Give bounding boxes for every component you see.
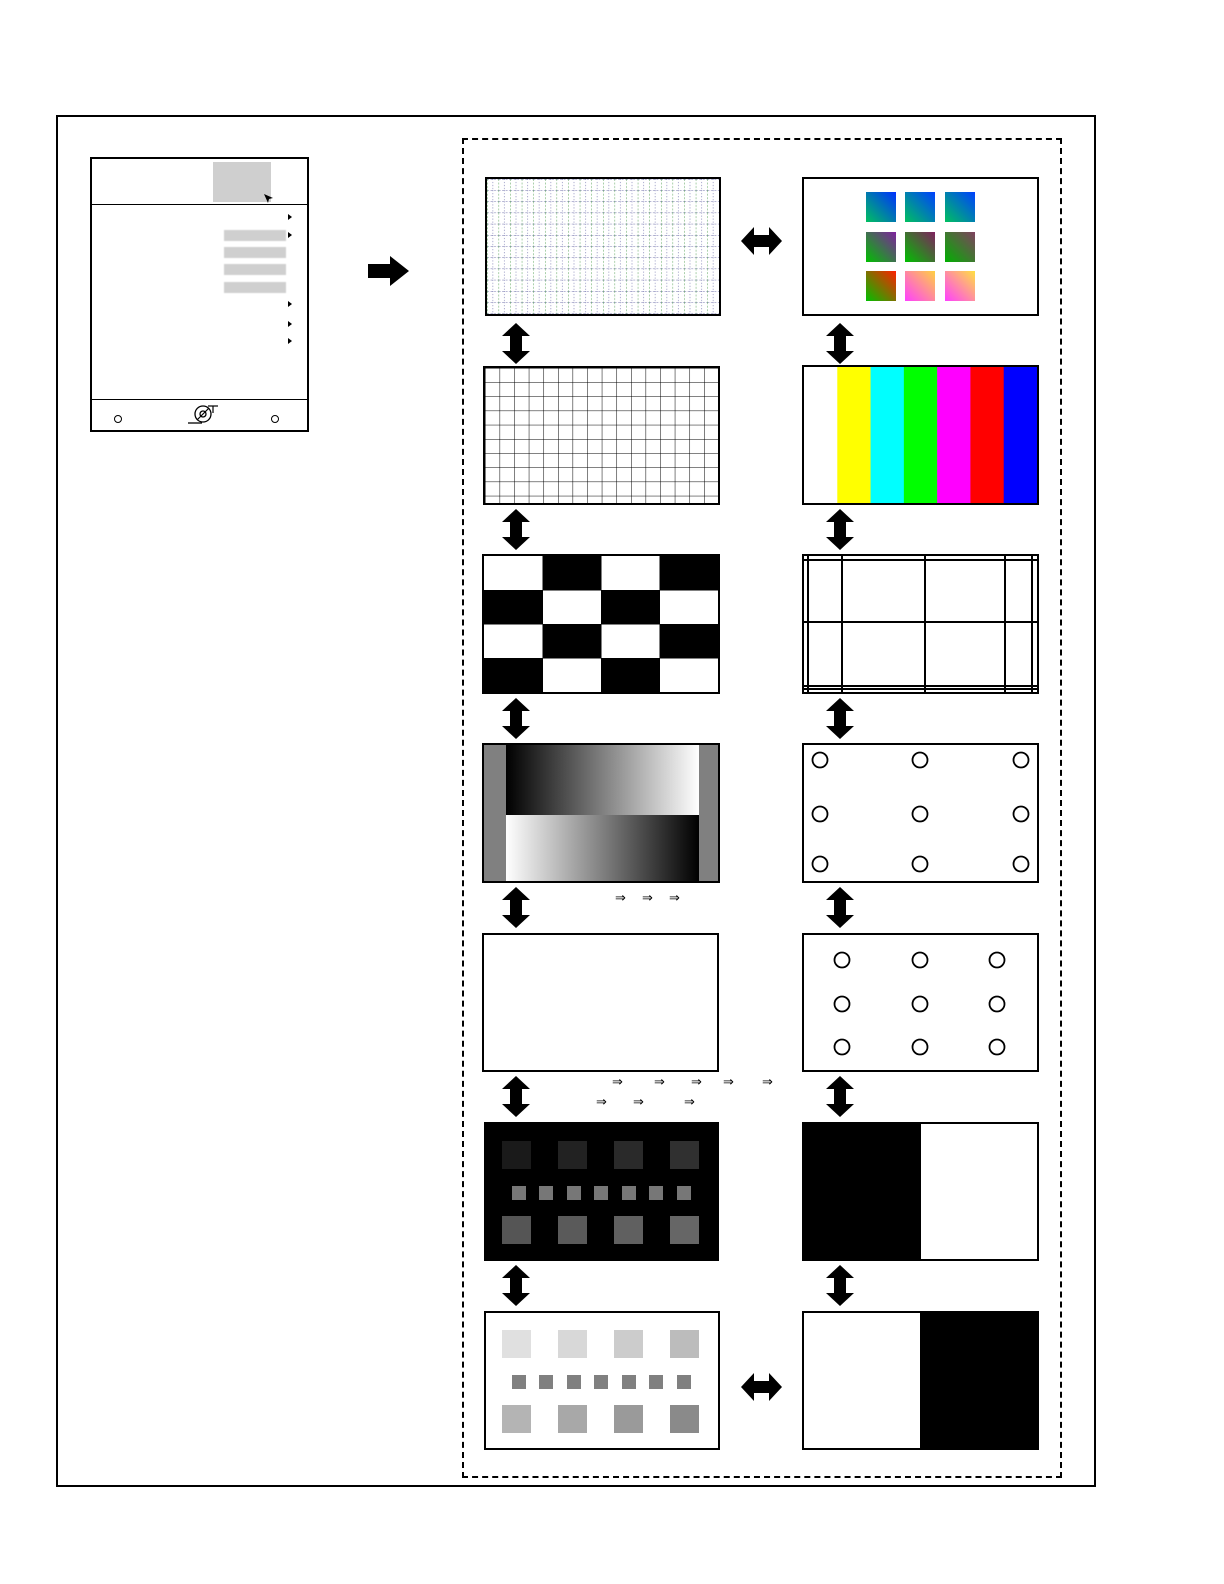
color-swatch <box>866 271 896 301</box>
small-arrow-icon: ⇒ <box>669 891 680 906</box>
vertical-double-arrow-icon <box>500 1076 532 1118</box>
submenu-arrow-icon <box>288 301 292 307</box>
color-swatch <box>866 192 896 222</box>
dark-gray-steps-pattern <box>484 1122 719 1261</box>
circle-marker <box>913 753 928 768</box>
fine-grid-pattern <box>485 177 721 316</box>
nine-circles-narrow-pattern <box>802 933 1039 1072</box>
circle-marker <box>835 953 850 968</box>
color-bars-pattern <box>802 365 1039 505</box>
circle-marker <box>990 997 1005 1012</box>
small-arrow-icon: ⇒ <box>762 1075 773 1090</box>
small-arrow-icon: ⇒ <box>612 1075 623 1090</box>
vertical-double-arrow-icon <box>500 323 532 365</box>
right-dot-icon[interactable] <box>271 415 279 423</box>
vertical-double-arrow-icon <box>500 509 532 551</box>
vertical-double-arrow-icon <box>500 698 532 740</box>
circle-marker <box>1014 857 1029 872</box>
circle-marker <box>913 997 928 1012</box>
small-arrow-icon: ⇒ <box>684 1095 695 1110</box>
menu-item-bar[interactable] <box>224 247 286 258</box>
vertical-double-arrow-icon <box>824 323 856 365</box>
color-swatch <box>905 192 935 222</box>
vertical-double-arrow-icon <box>824 1265 856 1307</box>
submenu-arrow-icon <box>288 338 292 344</box>
light-gray-steps-pattern <box>484 1311 720 1450</box>
circle-marker <box>990 953 1005 968</box>
color-swatch <box>866 232 896 262</box>
geometry-lines-pattern <box>802 554 1039 694</box>
color-gradient-squares-pattern <box>802 177 1039 316</box>
white-black-halves-pattern <box>802 1311 1039 1450</box>
nine-circles-wide-pattern <box>802 743 1039 883</box>
menu-divider-bottom <box>92 399 307 400</box>
small-arrow-icon: ⇒ <box>642 891 653 906</box>
vertical-double-arrow-icon <box>500 1265 532 1307</box>
circle-marker <box>835 1040 850 1055</box>
black-white-halves-pattern <box>802 1122 1039 1261</box>
vertical-double-arrow-icon <box>824 698 856 740</box>
disc-icon <box>188 404 220 426</box>
circle-marker <box>813 857 828 872</box>
circle-marker <box>835 997 850 1012</box>
horizontal-double-arrow-icon <box>741 225 783 257</box>
small-arrow-icon: ⇒ <box>723 1075 734 1090</box>
submenu-arrow-icon <box>288 321 292 327</box>
circle-marker <box>913 953 928 968</box>
small-arrow-icon: ⇒ <box>654 1075 665 1090</box>
color-swatch <box>945 232 975 262</box>
circle-marker <box>1014 753 1029 768</box>
gradient-ramp-pattern <box>482 743 720 883</box>
circle-marker <box>913 1040 928 1055</box>
submenu-arrow-icon <box>288 214 292 220</box>
circle-marker <box>1014 807 1029 822</box>
color-swatch <box>905 232 935 262</box>
small-arrow-icon: ⇒ <box>633 1095 644 1110</box>
color-swatch <box>945 271 975 301</box>
circle-marker <box>813 753 828 768</box>
right-arrow-icon <box>368 255 412 287</box>
checkerboard-pattern <box>482 554 720 694</box>
vertical-double-arrow-icon <box>824 1076 856 1118</box>
menu-item-bar[interactable] <box>224 282 286 293</box>
menu-divider-top <box>92 204 307 205</box>
vertical-double-arrow-icon <box>500 887 532 929</box>
menu-item-bar[interactable] <box>224 230 286 241</box>
circle-marker <box>913 857 928 872</box>
small-arrow-icon: ⇒ <box>615 891 626 906</box>
menu-item-bar[interactable] <box>224 264 286 275</box>
vertical-double-arrow-icon <box>824 509 856 551</box>
left-dot-icon[interactable] <box>114 415 122 423</box>
circle-marker <box>813 807 828 822</box>
small-arrow-icon: ⇒ <box>596 1095 607 1110</box>
white-raster-pattern <box>482 933 719 1072</box>
horizontal-double-arrow-icon <box>741 1371 783 1403</box>
vertical-double-arrow-icon <box>824 887 856 929</box>
circle-marker <box>913 807 928 822</box>
grid-pattern <box>483 366 720 505</box>
circle-marker <box>990 1040 1005 1055</box>
menu-screen <box>90 157 309 432</box>
color-swatch <box>905 271 935 301</box>
small-arrow-icon: ⇒ <box>691 1075 702 1090</box>
color-swatch <box>945 192 975 222</box>
submenu-arrow-icon <box>288 232 292 238</box>
